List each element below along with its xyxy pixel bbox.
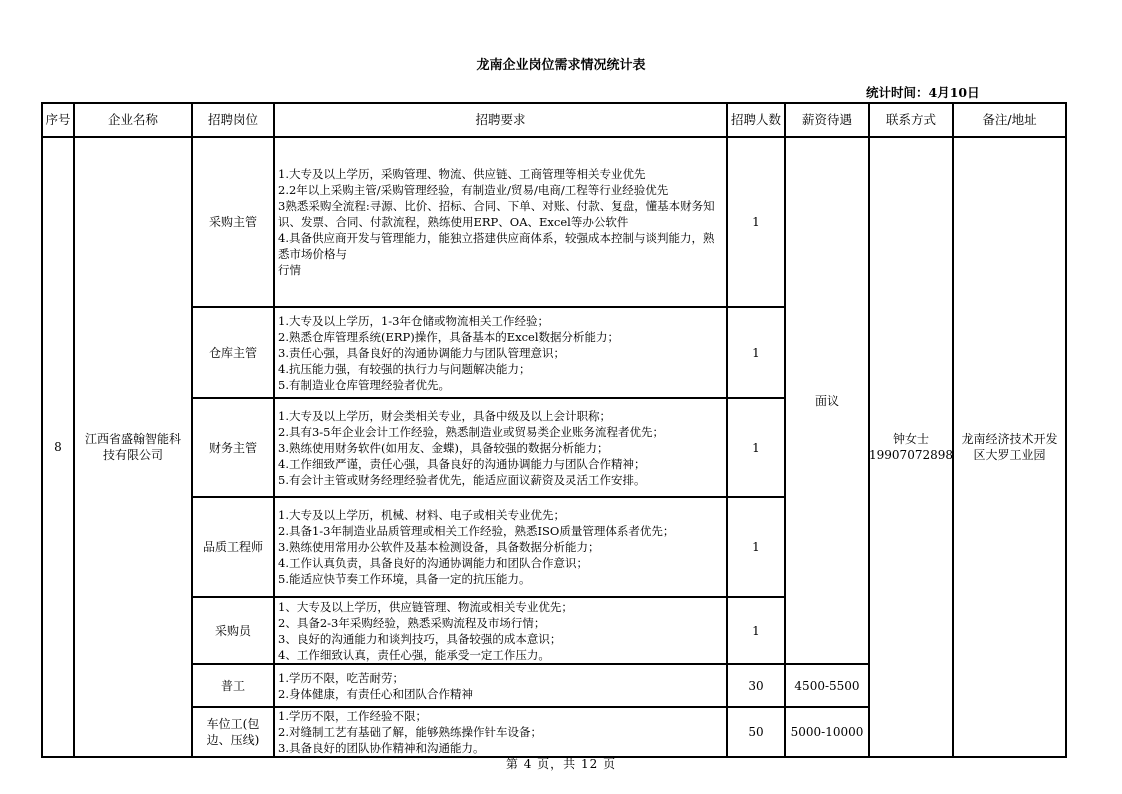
requirements-cell <box>275 308 726 397</box>
requirement-line: 行情 <box>278 263 301 277</box>
position-cell: 品质工程师 <box>202 540 263 554</box>
requirement-line: 2.2年以上采购主管/采购管理经验，有制造业/贸易/电商/工程等行业经验优先 <box>278 183 669 197</box>
salary-cell: 5000-10000 <box>790 725 864 739</box>
position-cell: 仓库主管 <box>208 345 257 360</box>
requirements-cell <box>275 498 726 596</box>
count-cell: 1 <box>752 440 760 455</box>
salary-cell: 4500-5500 <box>794 678 860 693</box>
requirement-line: 1、大专及以上学历，供应链管理、物流或相关专业优先； <box>278 599 573 614</box>
count-cell: 1 <box>752 540 760 554</box>
position-cell: 采购主管 <box>208 215 257 229</box>
header-count: 招聘人数 <box>730 112 781 127</box>
requirements-cell <box>275 665 726 706</box>
requirement-line: 3.具备良好的团队协作精神和沟通能力。 <box>278 741 485 755</box>
header-index: 序号 <box>45 112 71 127</box>
requirement-line: 4.工作认真负责，具备良好的沟通协调能力和团队合作意识； <box>278 556 588 570</box>
requirement-line: 2.熟悉仓库管理系统(ERP)操作，具备基本的Excel数据分析能力； <box>278 329 620 344</box>
col-divider <box>1065 102 1067 758</box>
requirement-line: 2.具备1-3年制造业品质管理或相关工作经验，熟悉ISO质量管理体系者优先； <box>278 524 675 538</box>
header-contact: 联系方式 <box>885 112 936 127</box>
count-cell: 30 <box>748 678 764 693</box>
requirement-line: 5.有制造业仓库管理经验者优先。 <box>278 377 450 392</box>
requirements-cell <box>275 708 726 756</box>
requirement-line: 4.抗压能力强，有较强的执行力与问题解决能力； <box>278 361 531 376</box>
page-title: 龙南企业岗位需求情况统计表 <box>476 58 646 73</box>
requirements-cell <box>275 138 726 306</box>
requirement-line: 3.熟练使用常用办公软件及基本检测设备，具备数据分析能力； <box>278 540 600 554</box>
count-cell: 1 <box>752 215 760 229</box>
count-cell: 1 <box>752 623 760 638</box>
requirement-line: 1.大专及以上学历，机械、材料、电子或相关专业优先； <box>278 508 565 522</box>
requirements-cell <box>275 598 726 663</box>
position-cell: 车位工(包边、压线) <box>206 717 260 747</box>
requirement-line: 3熟悉采购全流程:寻源、比价、招标、合同、下单、对账、付款、复盘，懂基本财务知识、发票、合同、付款流程，熟练使用ERP、OA、Excel等办公软件 <box>278 199 715 229</box>
requirement-line: 1.学历不限，吃苦耐劳； <box>278 670 404 685</box>
requirement-line: 2.对缝制工艺有基础了解，能够熟练操作针车设备； <box>278 725 542 739</box>
count-cell: 50 <box>748 725 764 739</box>
requirement-line: 4.具备供应商开发与管理能力，能独立搭建供应商体系，较强成本控制与谈判能力，熟悉市场价格与 <box>278 231 715 261</box>
stat-time: 统计时间：4月10日 <box>866 85 980 100</box>
position-cell: 普工 <box>220 678 245 693</box>
company-name: 江西省盛翰智能科技有限公司 <box>84 432 181 462</box>
requirement-line: 3.熟练使用财务软件(如用友、金蝶)，具备较强的数据分析能力； <box>278 440 609 455</box>
count-cell: 1 <box>752 345 760 360</box>
requirement-line: 4.工作细致严谨，责任心强，具备良好的沟通协调能力与团队合作精神； <box>278 456 646 471</box>
page-footer: 第 4 页，共 12 页 <box>505 757 617 771</box>
requirement-line: 2、具备2-3年采购经验，熟悉采购流程及市场行情； <box>278 615 546 630</box>
requirement-line: 1.大专及以上学历，1-3年仓储或物流相关工作经验； <box>278 313 549 328</box>
requirement-line: 2.具有3-5年企业会计工作经验，熟悉制造业或贸易类企业账务流程者优先； <box>278 424 664 439</box>
contact-cell <box>870 138 952 756</box>
requirement-line: 5.有会计主管或财务经理经验者优先，能适应面议薪资及灵活工作安排。 <box>278 472 646 487</box>
contact-name: 钟女士 <box>892 432 929 446</box>
header-position: 招聘岗位 <box>207 112 258 127</box>
company-address: 龙南经济技术开发区大罗工业园 <box>961 432 1058 462</box>
requirement-line: 4、工作细致认真，责任心强，能承受一定工作压力。 <box>278 647 550 662</box>
contact-phone: 19907072898 <box>869 448 953 462</box>
requirement-line: 1.学历不限，工作经验不限； <box>278 709 427 723</box>
header-salary: 薪资待遇 <box>801 112 852 127</box>
header-company: 企业名称 <box>107 112 158 127</box>
requirement-line: 2.身体健康，有责任心和团队合作精神 <box>278 686 473 701</box>
requirement-line: 1.大专及以上学历，采购管理、物流、供应链、工商管理等相关专业优先 <box>278 167 646 181</box>
requirement-line: 3.责任心强，具备良好的沟通协调能力与团队管理意识； <box>278 345 565 360</box>
company-index: 8 <box>54 440 62 454</box>
requirement-line: 5.能适应快节奏工作环境，具备一定的抗压能力。 <box>278 572 531 586</box>
salary-negotiable: 面议 <box>814 393 839 408</box>
requirements-cell <box>275 399 726 496</box>
position-cell: 采购员 <box>214 623 251 638</box>
header-address: 备注/地址 <box>982 112 1037 127</box>
requirement-line: 3、良好的沟通能力和谈判技巧，具备较强的成本意识； <box>278 631 562 646</box>
position-cell: 财务主管 <box>208 440 257 455</box>
header-requirements: 招聘要求 <box>475 112 526 127</box>
requirement-line: 1.大专及以上学历，财会类相关专业，具备中级及以上会计职称； <box>278 408 611 423</box>
